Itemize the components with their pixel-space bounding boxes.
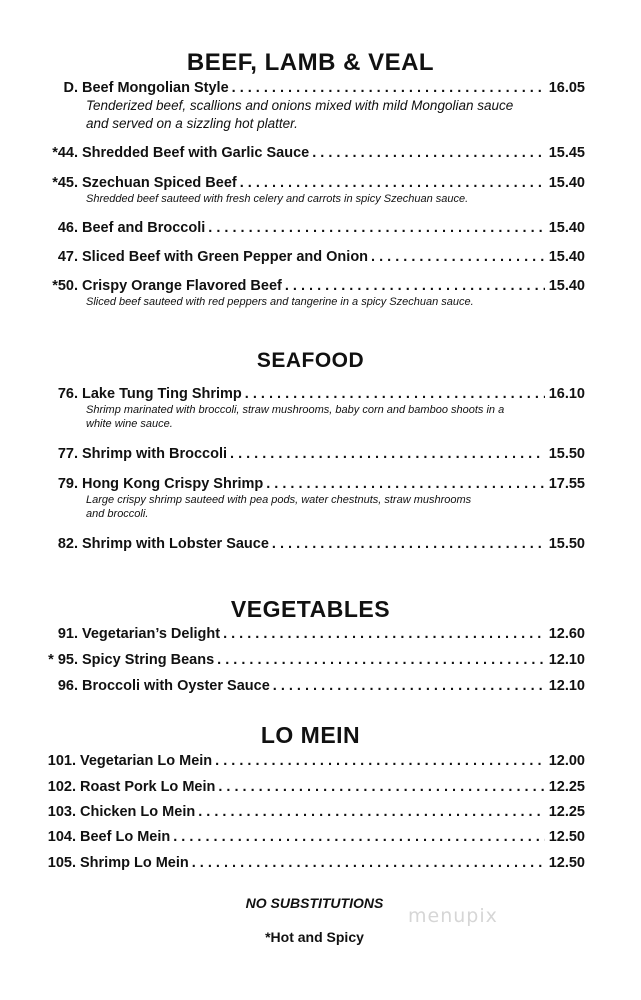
dot-leader <box>217 651 545 669</box>
menu-item <box>30 144 585 162</box>
item-description: Sliced beef sauteed with red peppers and tangerine in a spicy Szechuan sauce. <box>86 296 474 308</box>
dot-leader <box>371 248 545 266</box>
item-name: Roast Pork Lo Mein <box>80 779 216 795</box>
item-name: Shrimp Lo Mein <box>80 855 189 871</box>
item-price: 12.10 <box>548 652 585 668</box>
item-price: 12.00 <box>548 753 585 769</box>
item-number: 76. <box>57 386 78 402</box>
dot-leader <box>266 475 544 493</box>
dot-leader <box>215 752 545 770</box>
section-title-lo-mein: LO MEIN <box>260 722 361 748</box>
item-price: 15.40 <box>548 175 585 191</box>
item-name: Broccoli with Oyster Sauce <box>82 678 270 694</box>
dot-leader <box>173 828 544 846</box>
item-price: 15.40 <box>548 278 585 294</box>
item-name: Crispy Orange Flavored Beef <box>82 278 282 294</box>
item-price: 15.45 <box>548 145 585 161</box>
section-title-seafood: SEAFOOD <box>256 349 365 372</box>
item-number: 79. <box>57 476 78 492</box>
item-price: 16.10 <box>548 386 585 402</box>
menu-item <box>30 535 585 553</box>
item-description: Large crispy shrimp sauteed with pea pods, water chestnuts, straw mushrooms and broccoli. <box>86 494 472 520</box>
menu-item <box>30 752 585 770</box>
item-price: 15.40 <box>548 249 585 265</box>
menu-item <box>30 677 585 695</box>
item-number: *44. <box>52 145 78 161</box>
item-number: 101. <box>47 753 76 769</box>
item-number: *50. <box>52 278 78 294</box>
item-price: 15.50 <box>548 536 585 552</box>
item-description: Shredded beef sauteed with fresh celery and carrots in spicy Szechuan sauce. <box>86 193 469 205</box>
item-name: Beef Mongolian Style <box>82 80 229 96</box>
item-number: 96. <box>57 678 78 694</box>
item-name: Shredded Beef with Garlic Sauce <box>82 145 310 161</box>
dot-leader <box>230 445 545 463</box>
item-price: 12.10 <box>548 678 585 694</box>
menu-item <box>30 445 585 463</box>
item-name: Shrimp with Lobster Sauce <box>82 536 269 552</box>
item-name: Beef and Broccoli <box>82 220 206 236</box>
dot-leader <box>285 277 545 295</box>
menu-item <box>30 828 585 846</box>
item-price: 12.50 <box>548 855 585 871</box>
menu-item <box>30 475 585 521</box>
item-name: Szechuan Spiced Beef <box>82 175 237 191</box>
item-price: 15.40 <box>548 220 585 236</box>
section-title-beef: BEEF, LAMB & VEAL <box>186 49 435 76</box>
item-number: * 95. <box>48 652 78 668</box>
menu-item <box>30 79 585 133</box>
item-name: Lake Tung Ting Shrimp <box>82 386 242 402</box>
item-name: Vegetarian’s Delight <box>82 626 221 642</box>
item-description: Tenderized beef, scallions and onions mixed with mild Mongolian sauce and served on a sizzling hot platter. <box>86 98 514 131</box>
menupix-watermark: menupix <box>408 905 498 927</box>
menu-item <box>30 385 585 431</box>
item-number: D. <box>63 80 78 96</box>
item-number: 105. <box>47 855 76 871</box>
item-name: Sliced Beef with Green Pepper and Onion <box>82 249 369 265</box>
item-price: 12.25 <box>548 804 585 820</box>
item-name: Shrimp with Broccoli <box>82 446 228 462</box>
item-price: 16.05 <box>548 80 585 96</box>
item-price: 17.55 <box>548 476 585 492</box>
item-name: Chicken Lo Mein <box>80 804 196 820</box>
item-price: 15.50 <box>548 446 585 462</box>
menu-item <box>30 219 585 237</box>
dot-leader <box>218 778 544 796</box>
dot-leader <box>208 219 544 237</box>
item-price: 12.25 <box>548 779 585 795</box>
menu-item <box>30 778 585 796</box>
item-name: Spicy String Beans <box>82 652 215 668</box>
menu-item <box>30 803 585 821</box>
item-name: Hong Kong Crispy Shrimp <box>82 476 264 492</box>
hot-and-spicy-note: *Hot and Spicy <box>265 929 364 945</box>
item-name: Vegetarian Lo Mein <box>80 753 213 769</box>
item-number: 91. <box>57 626 78 642</box>
menu-item <box>30 625 585 643</box>
menu-item <box>30 651 585 669</box>
item-number: 46. <box>57 220 78 236</box>
dot-leader <box>312 144 544 162</box>
dot-leader <box>192 854 545 872</box>
menu-item <box>30 248 585 266</box>
menu-item <box>30 277 585 309</box>
menu-item <box>30 174 585 206</box>
no-substitutions-note: NO SUBSTITUTIONS <box>245 895 384 911</box>
item-number: 104. <box>47 829 76 845</box>
dot-leader <box>245 385 545 403</box>
dot-leader <box>240 174 545 192</box>
item-number: 47. <box>57 249 78 265</box>
section-title-vegetables: VEGETABLES <box>230 596 391 622</box>
dot-leader <box>223 625 545 643</box>
item-number: 82. <box>57 536 78 552</box>
item-description: Shrimp marinated with broccoli, straw mushrooms, baby corn and bamboo shoots in a white wine sauce. <box>86 404 505 430</box>
menu-item <box>30 854 585 872</box>
item-number: 103. <box>47 804 76 820</box>
dot-leader <box>273 677 545 695</box>
item-number: 77. <box>57 446 78 462</box>
dot-leader <box>198 803 544 821</box>
item-name: Beef Lo Mein <box>80 829 171 845</box>
item-price: 12.60 <box>548 626 585 642</box>
dot-leader <box>272 535 545 553</box>
dot-leader <box>232 79 545 97</box>
item-number: 102. <box>47 779 76 795</box>
item-price: 12.50 <box>548 829 585 845</box>
item-number: *45. <box>52 175 78 191</box>
